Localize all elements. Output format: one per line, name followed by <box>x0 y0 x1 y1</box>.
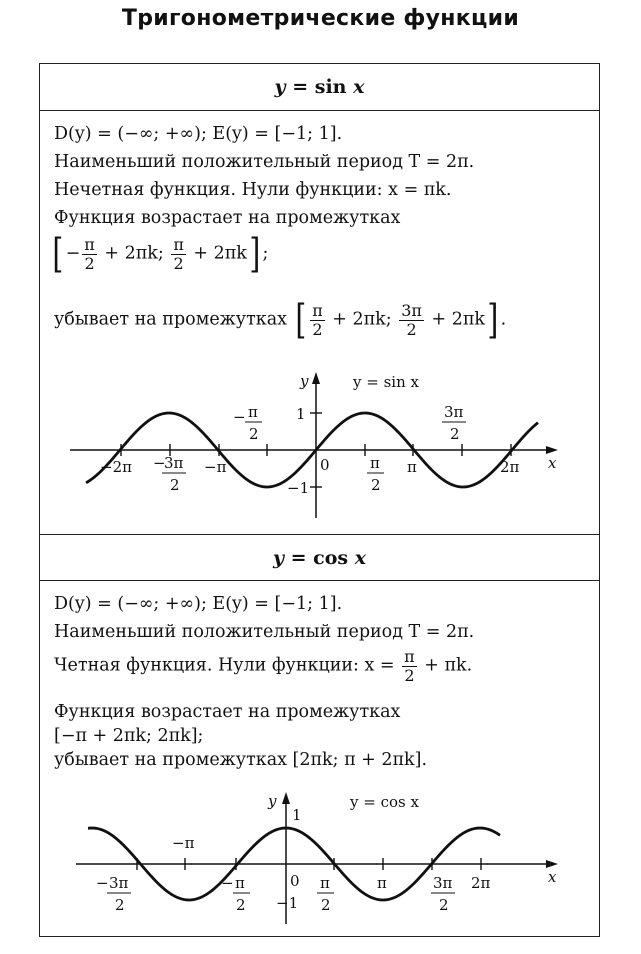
svg-text:3π: 3π <box>164 454 184 472</box>
cos-header-y: y <box>272 547 284 569</box>
sin-header-y: y <box>274 76 286 98</box>
svg-text:2: 2 <box>450 425 460 443</box>
divider <box>40 580 599 581</box>
cos-increasing-label: Функция возрастает на промежутках <box>54 702 401 722</box>
svg-text:π: π <box>370 454 380 472</box>
sin-legend: y = sin x <box>353 373 419 391</box>
sin-period: Наименьший положительный период T = 2π. <box>54 152 475 172</box>
svg-text:3π: 3π <box>109 874 129 892</box>
svg-text:2: 2 <box>249 425 259 443</box>
cos-increasing-interval: [−π + 2πk; 2πk]; <box>54 726 204 746</box>
svg-text:π: π <box>248 403 258 421</box>
sin-tick-minuspi: −π <box>204 458 227 476</box>
cos-legend: y = cos x <box>350 793 419 811</box>
sin-tick-1: 1 <box>296 405 306 423</box>
y-axis-arrow-icon <box>312 372 320 384</box>
cos-period: Наименьший положительный период T = 2π. <box>54 622 475 642</box>
sin-decreasing: убывает на промежутках [ $\frac{\pi}{2}$ + 2πk; $\frac{3\pi}{2}$ + 2πk] . <box>54 297 507 343</box>
sin-parity-zeros: Нечетная функция. Нули функции: x = πk. <box>54 180 452 200</box>
svg-text:π: π <box>320 874 330 892</box>
sin-increasing-label: Функция возрастает на промежутках <box>54 208 401 228</box>
cos-frac-minuspi2 <box>221 874 250 914</box>
sin-frac-3pi2 <box>442 403 466 443</box>
cos-header-fn: cos <box>313 547 349 569</box>
cos-parity-zeros: Четная функция. Нули функции: x = $\frac{\pi}{2}$ + πk. <box>54 647 473 685</box>
sin-graph <box>40 364 598 534</box>
sin-header <box>40 76 599 98</box>
page-title: Тригонометрические функции <box>121 6 520 31</box>
functions-table <box>39 63 600 937</box>
svg-text:2: 2 <box>439 896 449 914</box>
sin-increasing-interval: [ − $\frac{\pi}{2}$ + 2πk; $\frac{\pi}{2}$ + 2πk] ; <box>52 231 269 277</box>
cos-tick-2pi: 2π <box>471 874 491 892</box>
cos-decreasing: убывает на промежутках [2πk; π + 2πk]. <box>54 750 428 770</box>
cos-y-label: y <box>268 792 277 810</box>
svg-text:3π: 3π <box>433 874 453 892</box>
svg-text:2: 2 <box>236 896 246 914</box>
cos-tick-1: 1 <box>292 806 302 824</box>
sin-x-label: x <box>548 454 557 472</box>
sin-tick-minus2pi: −2π <box>100 458 132 476</box>
svg-text:−: − <box>221 874 234 892</box>
svg-text:2: 2 <box>170 476 180 494</box>
cos-frac-minus3pi2 <box>96 874 131 914</box>
svg-text:2: 2 <box>321 896 331 914</box>
sin-domain-range: D(y) = (−∞; +∞); E(y) = [−1; 1]. <box>54 124 343 144</box>
cos-frac-3pi2 <box>431 874 455 914</box>
sin-frac-pi2 <box>367 454 384 494</box>
cos-header <box>40 547 599 569</box>
x-axis-arrow-icon <box>546 860 558 868</box>
cos-domain-range: D(y) = (−∞; +∞); E(y) = [−1; 1]. <box>54 594 343 614</box>
cos-x-label: x <box>548 868 557 886</box>
sin-y-label: y <box>300 372 309 390</box>
cos-tick-minus1: −1 <box>276 894 299 912</box>
y-axis-arrow-icon <box>282 792 290 804</box>
sin-tick-pi: π <box>407 458 417 476</box>
cos-header-x: x <box>354 547 367 569</box>
cos-tick-0: 0 <box>290 872 300 890</box>
sin-header-x: x <box>353 76 365 98</box>
svg-text:2: 2 <box>371 476 381 494</box>
sin-tick-minus1: −1 <box>287 479 310 497</box>
svg-text:3π: 3π <box>444 403 464 421</box>
svg-text:2: 2 <box>115 896 125 914</box>
cos-header-eq: = <box>290 547 307 569</box>
cos-graph <box>40 784 598 936</box>
x-axis-arrow-icon <box>546 446 558 454</box>
cos-frac-pi2 <box>317 874 334 914</box>
cos-tick-pi: π <box>377 874 387 892</box>
sin-frac-minuspi2 <box>233 403 262 443</box>
svg-text:−: − <box>153 454 166 472</box>
sin-tick-0: 0 <box>320 456 330 474</box>
divider <box>40 110 599 111</box>
sin-header-eq: = <box>292 76 309 98</box>
svg-text:−: − <box>96 874 109 892</box>
svg-text:π: π <box>235 874 245 892</box>
svg-text:−: − <box>233 408 246 426</box>
sin-frac-minus3pi2 <box>153 454 186 494</box>
sin-tick-2pi: 2π <box>500 458 520 476</box>
cos-tick-minuspi: −π <box>172 834 195 852</box>
divider <box>40 534 599 535</box>
sin-header-fn: sin <box>314 76 347 98</box>
